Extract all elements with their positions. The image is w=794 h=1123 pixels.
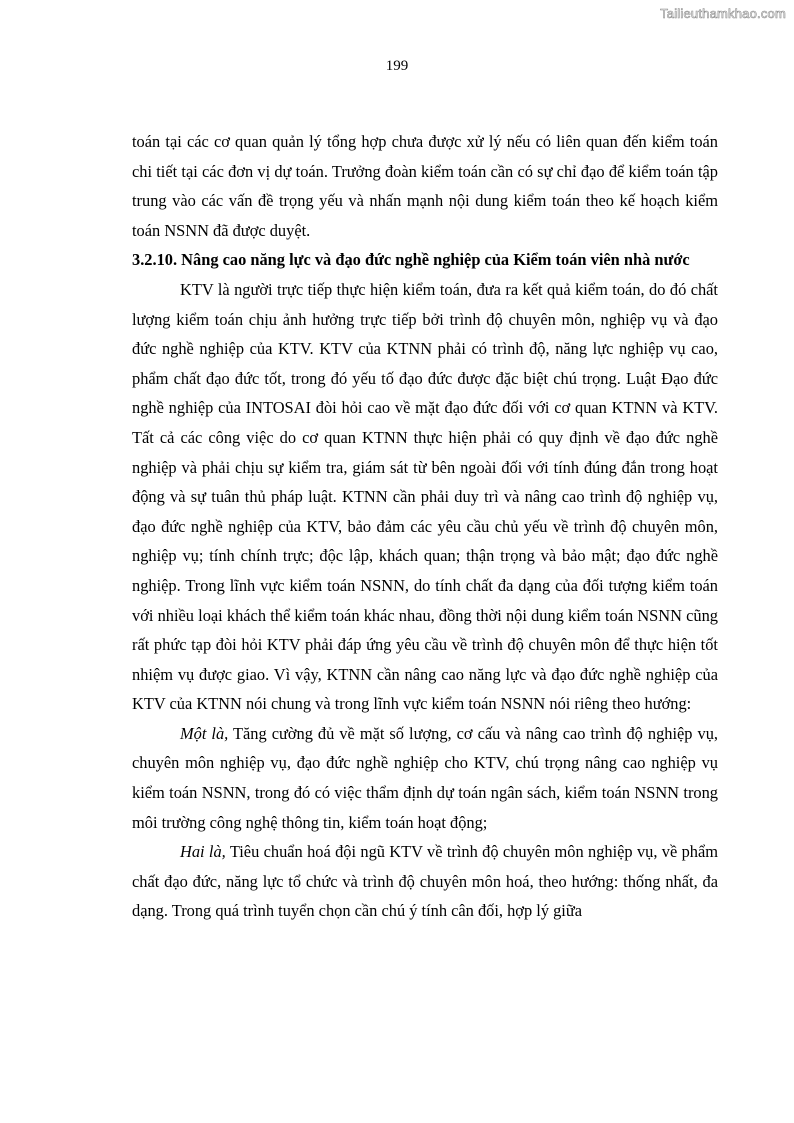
paragraph-point-one (132, 719, 718, 837)
paragraph-ktv-role: KTV là người trực tiếp thực hiện kiểm toán, đưa ra kết quả kiểm toán, do đó chất lượng kiểm toán chịu ảnh hưởng trực tiếp bởi trình độ chuyên môn, nghiệp vụ và đạo đức nghề nghiệp của KTV. KTV của KTNN phải có trình độ, năng lực nghiệp vụ cao, phẩm chất đạo đức tốt, trong đó yếu tố đạo đức được đặc biệt chú trọng. Luật Đạo đức nghề nghiệp của INTOSAI đòi hỏi cao về mặt đạo đức đối với cơ quan KTNN và KTV. Tất cả các công việc do cơ quan KTNN thực hiện phải có quy định về đạo đức nghề nghiệp và phải chịu sự kiểm tra, giám sát từ bên ngoài đối với tính đúng đắn trong hoạt động và sự tuân thủ pháp luật. KTNN cần phải duy trì và nâng cao trình độ nghiệp vụ, đạo đức nghề nghiệp của KTV, bảo đảm các yêu cầu chủ yếu về trình độ chuyên môn, nghiệp vụ; tính chính trực; độc lập, khách quan; thận trọng và bảo mật; đạo đức nghề nghiệp. Trong lĩnh vực kiểm toán NSNN, do tính chất đa dạng của đối tượng kiểm toán với nhiều loại khách thể kiểm toán khác nhau, đồng thời nội dung kiểm toán NSNN cũng rất phức tạp đòi hỏi KTV phải đáp ứng yêu cầu về trình độ chuyên môn để thực hiện tốt nhiệm vụ được giao. Vì vậy, KTNN cần nâng cao năng lực và đạo đức nghề nghiệp của KTV của KTNN nói chung và trong lĩnh vực kiểm toán NSNN nói riêng theo hướng: (132, 279, 718, 714)
point-one-lead: Một là, (180, 723, 229, 743)
point-two-lead: Hai là, (180, 842, 226, 862)
point-one-text: Tăng cường đủ về mặt số lượng, cơ cấu và nâng cao trình độ nghiệp vụ, chuyên môn nghiệp vụ, đạo đức nghề nghiệp cho KTV, chú trọng nâng cao nghiệp vụ kiểm toán NSNN, trong đó có việc thẩm định dự toán ngân sách, kiểm toán NSNN trong môi trường công nghệ thông tin, kiểm toán hoạt động; (132, 723, 718, 832)
page-number: 199 (385, 58, 409, 74)
paragraph-continuation: toán tại các cơ quan quản lý tổng hợp chưa được xử lý nếu có liên quan đến kiểm toán chi tiết tại các đơn vị dự toán. Trưởng đoàn kiểm toán cần có sự chỉ đạo để kiểm toán tập trung vào các vấn đề trọng yếu và nhấn mạnh nội dung kiểm toán theo kế hoạch kiểm toán NSNN đã được duyệt. (132, 132, 718, 240)
point-two-text: Tiêu chuẩn hoá đội ngũ KTV về trình độ chuyên môn nghiệp vụ, về phẩm chất đạo đức, năng lực tổ chức và trình độ chuyên môn hoá, theo hướng: thống nhất, đa dạng. Trong quá trình tuyển chọn cần chú ý tính cân đối, hợp lý giữa (132, 842, 719, 921)
watermark: Tailieuthamkhao.com (660, 6, 786, 21)
paragraph-point-two (132, 837, 718, 926)
section-heading: 3.2.10. Nâng cao năng lực và đạo đức nghề nghiệp của Kiểm toán viên nhà nước (132, 250, 690, 270)
document-body (132, 127, 718, 926)
